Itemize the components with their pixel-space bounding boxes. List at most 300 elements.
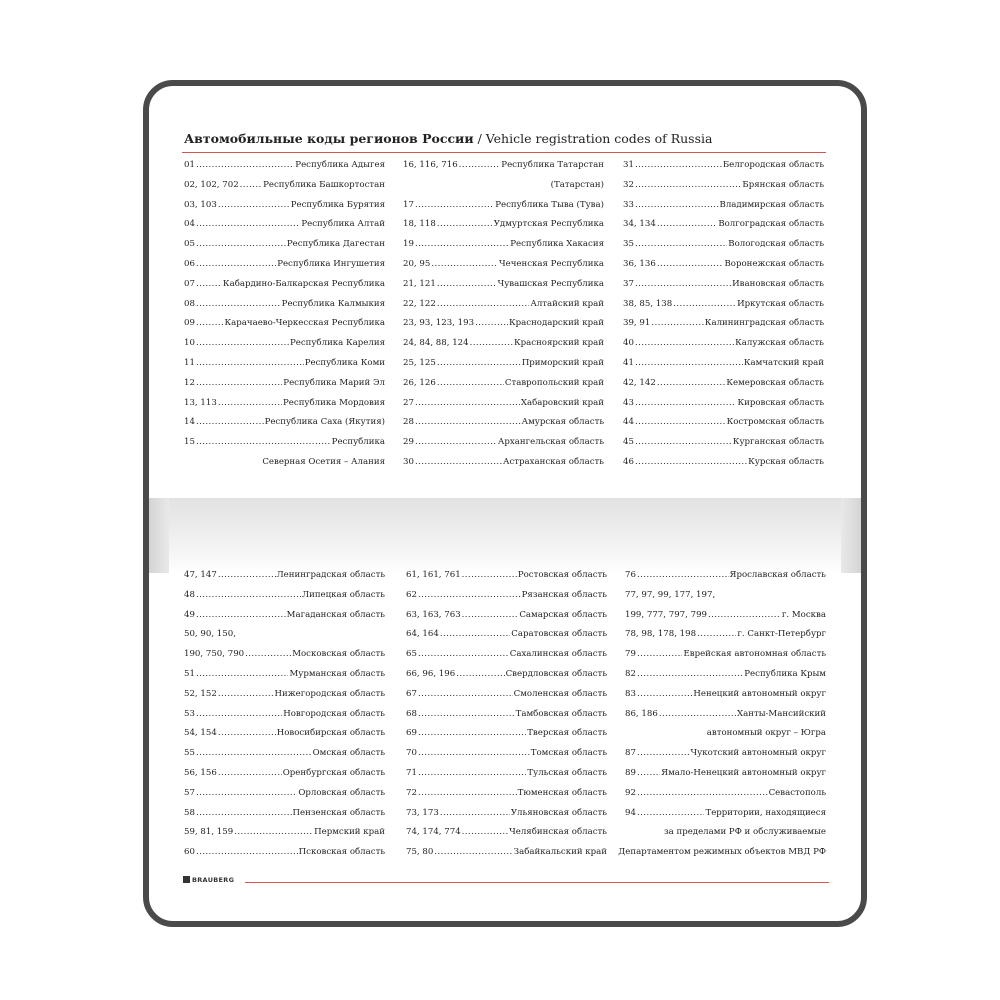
dot-leader [196,744,312,764]
dot-leader [196,215,300,235]
dot-leader [218,764,282,784]
region-code: 54, 154 [184,728,217,739]
region-row [625,586,826,606]
region-name: Ненецкий автономный округ [693,688,826,699]
region-name: Ставропольский край [504,377,604,388]
bottom-column-1 [184,566,385,863]
dot-leader [635,176,741,196]
region-code: 37 [623,278,634,289]
region-name: Омская область [312,748,385,759]
dot-leader [415,453,502,473]
region-name: Хабаровский край [520,397,604,408]
region-name: Вологодская область [728,239,824,250]
top-column-3 [623,156,824,473]
region-code: 38, 85, 138 [623,298,673,309]
dot-leader [418,685,513,705]
region-row [184,705,385,725]
region-row [623,394,824,414]
dot-leader [434,843,512,863]
region-name: Смоленская область [513,688,607,699]
region-row [625,804,826,824]
region-row [184,665,385,685]
region-name: Республика Коми [304,357,385,368]
region-row [406,586,607,606]
region-name: Республика Карелия [289,338,385,349]
region-name: г. Москва [781,609,826,620]
dot-leader [637,764,660,784]
region-code: 14 [184,417,195,428]
region-code: 23, 93, 123, 193 [403,318,475,329]
bottom-column-2 [406,566,607,863]
region-code: 58 [184,807,195,818]
region-code: 07 [184,278,195,289]
dot-leader [635,156,722,176]
dot-leader [657,215,718,235]
region-row [625,685,826,705]
region-name: Орловская область [298,787,385,798]
dot-leader [437,295,530,315]
region-row [623,334,824,354]
dot-leader [637,645,683,665]
dot-leader [635,235,727,255]
dot-leader [431,255,498,275]
region-code: 57 [184,787,195,798]
region-name: Курганская область [732,437,824,448]
region-row [406,724,607,744]
region-code: 51 [184,668,195,679]
dot-leader [637,566,729,586]
region-name: Новгородская область [283,708,385,719]
region-row [623,196,824,216]
region-code: 45 [623,437,634,448]
region-code: 47, 147 [184,570,217,580]
region-code: 02, 102, 702 [184,179,239,190]
region-row [184,275,385,295]
region-row [625,665,826,685]
notebook-page-frame [143,80,867,927]
dot-leader [196,334,289,354]
region-code: 87 [625,748,636,759]
region-row [406,823,607,843]
region-name: Ярославская область [729,570,826,580]
dot-leader [196,156,294,176]
bottom-column-3 [618,566,826,863]
dot-leader [196,665,289,685]
brand-mark-icon [183,876,190,883]
region-row [184,215,385,235]
region-code: 11 [184,357,195,368]
region-name: Ульяновская область [510,807,607,818]
region-row [184,453,385,473]
region-row [184,625,385,645]
dot-leader [708,606,781,626]
region-name: Республика Мордовия [283,397,385,408]
region-row [623,156,824,176]
dot-leader [418,784,517,804]
region-row [406,645,607,665]
dot-leader [418,705,515,725]
region-name: Департаментом режимных объектов МВД РФ [618,847,826,858]
region-name: Удмуртская Республика [493,219,604,230]
region-code: 34, 134 [623,219,656,230]
region-code: 77, 97, 99, 177, 197, [625,589,716,600]
region-row [623,215,824,235]
region-code: 28 [403,417,414,428]
region-row [625,645,826,665]
region-code: 27 [403,397,414,408]
region-name: Территории, находящиеся [705,807,826,818]
region-name: Калужская область [735,338,824,349]
dot-leader [218,566,276,586]
region-code: 12 [184,377,195,388]
region-code: 69 [406,728,417,739]
region-code: 56, 156 [184,767,217,778]
region-code: 08 [184,298,195,309]
dot-leader [637,784,768,804]
region-name: Кемеровская область [726,377,824,388]
dot-leader [240,176,262,196]
region-name: Ленинградская область [276,570,385,580]
region-name: Нижегородская область [274,688,385,699]
region-row [625,724,826,744]
region-code: 64, 164 [406,629,439,640]
dot-leader [462,823,508,843]
dot-leader [475,314,508,334]
dot-leader [196,255,276,275]
region-row [625,784,826,804]
region-name: Приморский край [521,357,604,368]
dot-leader [196,606,286,626]
region-name: Пермский край [314,827,385,838]
region-row [403,156,604,176]
region-row [406,764,607,784]
region-name: Амурская область [521,417,604,428]
dot-leader [440,804,510,824]
region-name: Красноярский край [513,338,604,349]
region-row [406,665,607,685]
region-name: Забайкальский край [513,847,607,858]
region-name: Тюменская область [517,787,607,798]
region-name: Волгоградская область [718,219,824,230]
region-name: Рязанская область [521,589,607,600]
region-row [406,606,607,626]
region-code: 24, 84, 88, 124 [403,338,469,349]
region-row [623,453,824,473]
region-code: 49 [184,609,195,620]
region-name: Томская область [530,748,607,759]
region-row [184,255,385,275]
region-name: Алтайский край [530,298,604,309]
region-row [625,764,826,784]
region-row [184,645,385,665]
region-code: 83 [625,688,636,699]
dot-leader [418,764,526,784]
region-name: Республика Ингушетия [277,258,385,269]
region-name: Астраханская область [502,456,604,467]
region-name: Владимирская область [719,199,824,210]
region-row [184,823,385,843]
dot-leader [196,413,264,433]
region-code: 03, 103 [184,199,217,210]
region-code: 39, 91 [623,318,651,329]
region-row [403,176,604,196]
region-code: 15 [184,437,195,448]
region-name: г. Санкт-Петербург [737,629,826,640]
region-code: 74, 174, 774 [406,827,461,838]
region-name: Оренбургская область [282,767,385,778]
brand-logo [183,876,234,884]
title-english: / Vehicle registration codes of Russia [473,131,713,146]
region-code: 50, 90, 150, [184,629,236,640]
region-row [403,196,604,216]
region-name: Челябинская область [509,827,607,838]
dot-leader [418,724,526,744]
dot-leader [637,744,690,764]
dot-leader [635,453,747,473]
region-row [406,784,607,804]
region-row [403,334,604,354]
region-name: Архангельская область [497,437,604,448]
region-code: 66, 96, 196 [406,668,456,679]
region-name: Ростовская область [517,570,607,580]
region-row [623,433,824,453]
region-row [184,413,385,433]
region-name: Свердловская область [505,668,607,679]
region-name: Северная Осетия – Алания [262,456,385,467]
region-name: Иркутская область [737,298,824,309]
dot-leader [415,394,520,414]
region-code: 42, 142 [623,377,656,388]
dot-leader [635,433,732,453]
region-name: Псковская область [298,847,385,858]
region-row [403,235,604,255]
region-name: Белгородская область [722,160,824,170]
top-column-2 [403,156,604,473]
region-code: 31 [623,160,634,170]
region-code: 48 [184,589,195,600]
dot-leader [418,645,509,665]
region-row [184,176,385,196]
dot-leader [218,685,274,705]
dot-leader [635,394,737,414]
region-code: 01 [184,160,195,170]
region-name: Саратовская область [511,629,607,640]
region-row [184,354,385,374]
region-code: 79 [625,649,636,660]
region-code: 65 [406,649,417,660]
region-code: 52, 152 [184,688,217,699]
region-code: 67 [406,688,417,699]
region-row [403,275,604,295]
top-column-1 [184,156,385,473]
dot-leader [637,665,743,685]
region-row [623,235,824,255]
region-row [623,176,824,196]
dot-leader [196,843,298,863]
dot-leader [459,156,501,176]
dot-leader [637,685,692,705]
region-code: 40 [623,338,634,349]
region-row [403,394,604,414]
region-row [623,354,824,374]
region-code: 20, 95 [403,258,431,269]
region-name: автономный округ – Югра [706,728,826,739]
region-row [184,784,385,804]
region-row [406,685,607,705]
region-row [184,235,385,255]
region-code: 199, 777, 797, 799 [625,609,708,620]
region-row [403,453,604,473]
region-row [403,354,604,374]
dot-leader [196,374,282,394]
region-name: Брянская область [742,179,824,190]
region-name: Тамбовская область [515,708,607,719]
dot-leader [651,314,703,334]
region-row [406,843,607,863]
region-row [623,413,824,433]
region-row [184,804,385,824]
region-name: Республика Алтай [301,219,385,230]
region-row [623,255,824,275]
region-code: 19 [403,239,414,250]
region-row [623,275,824,295]
dot-leader [196,433,331,453]
region-code: 35 [623,239,634,250]
dot-leader [196,275,222,295]
region-name: Пензенская область [292,807,385,818]
region-name: Севастополь [768,787,826,798]
region-row [406,804,607,824]
page-fold-shadow [149,498,861,573]
region-name: Тверская область [527,728,607,739]
dot-leader [673,295,736,315]
dot-leader [440,625,510,645]
region-name: Костромская область [726,417,824,428]
region-code: 32 [623,179,634,190]
region-name: Краснодарский край [508,318,604,329]
dot-leader [415,433,497,453]
dot-leader [456,665,504,685]
region-name: Республика Татарстан [501,160,604,170]
region-code: 59, 81, 159 [184,827,234,838]
region-code: 33 [623,199,634,210]
region-code: 05 [184,239,195,250]
region-code: 30 [403,456,414,467]
region-code: 55 [184,748,195,759]
region-name: Тульская область [527,767,607,778]
region-name: Республика Тыва (Тува) [495,199,604,210]
dot-leader [635,275,731,295]
region-row [184,843,385,863]
region-code: 60 [184,847,195,858]
region-code: 86, 186 [625,708,658,719]
region-code: 04 [184,219,195,230]
region-name: Республика Дагестан [286,239,385,250]
region-code: 36, 136 [623,258,656,269]
page-fold-left [149,498,169,573]
region-name: Магаданская область [286,609,385,620]
region-row [184,433,385,453]
region-row [184,314,385,334]
region-code: 25, 125 [403,357,436,368]
region-row [184,724,385,744]
region-name: Чукотский автономный округ [690,748,826,759]
region-name: Республика Марий Эл [283,377,385,388]
region-name: Республика Хакасия [510,239,604,250]
region-code: 190, 750, 790 [184,649,245,660]
region-row [184,606,385,626]
region-code: 10 [184,338,195,349]
region-code: 75, 80 [406,847,434,858]
region-row [625,823,826,843]
region-row [625,606,826,626]
region-name: Новосибирская область [276,728,385,739]
dot-leader [196,314,224,334]
region-name: Калининградская область [704,318,824,329]
region-row [184,744,385,764]
region-name: Ямало-Ненецкий автономный округ [661,767,826,778]
region-row [184,685,385,705]
region-row [403,413,604,433]
dot-leader [635,334,734,354]
region-code: 73, 173 [406,807,439,818]
region-name: Республика [331,437,385,448]
dot-leader [218,724,276,744]
dot-leader [657,255,724,275]
dot-leader [462,566,517,586]
dot-leader [637,804,705,824]
region-code: 46 [623,456,634,467]
region-code: 72 [406,787,417,798]
region-code: 94 [625,807,636,818]
region-name: Республика Бурятия [290,199,385,210]
region-row [406,705,607,725]
dot-leader [635,413,726,433]
dot-leader [415,235,509,255]
region-row [403,433,604,453]
region-code: 89 [625,767,636,778]
region-code: 18, 118 [403,219,436,230]
dot-leader [418,586,521,606]
region-row [623,295,824,315]
dot-leader [437,215,493,235]
region-code: 70 [406,748,417,759]
region-code: 09 [184,318,195,329]
region-name: Сахалинская область [509,649,607,660]
region-code: 06 [184,258,195,269]
region-code: 17 [403,199,414,210]
region-name: Ивановская область [732,278,824,289]
region-row [184,295,385,315]
region-row [403,295,604,315]
dot-leader [437,374,504,394]
dot-leader [196,354,304,374]
region-row [184,334,385,354]
dot-leader [196,235,286,255]
region-code: 22, 122 [403,298,436,309]
dot-leader [415,413,521,433]
region-code: 76 [625,570,636,580]
region-code: 44 [623,417,634,428]
region-name: (Татарстан) [550,179,604,190]
dot-leader [245,645,291,665]
dot-leader [470,334,513,354]
region-code: 63, 163, 763 [406,609,461,620]
page-title [184,131,712,146]
region-row [184,566,385,586]
region-row [406,625,607,645]
dot-leader [462,606,519,626]
